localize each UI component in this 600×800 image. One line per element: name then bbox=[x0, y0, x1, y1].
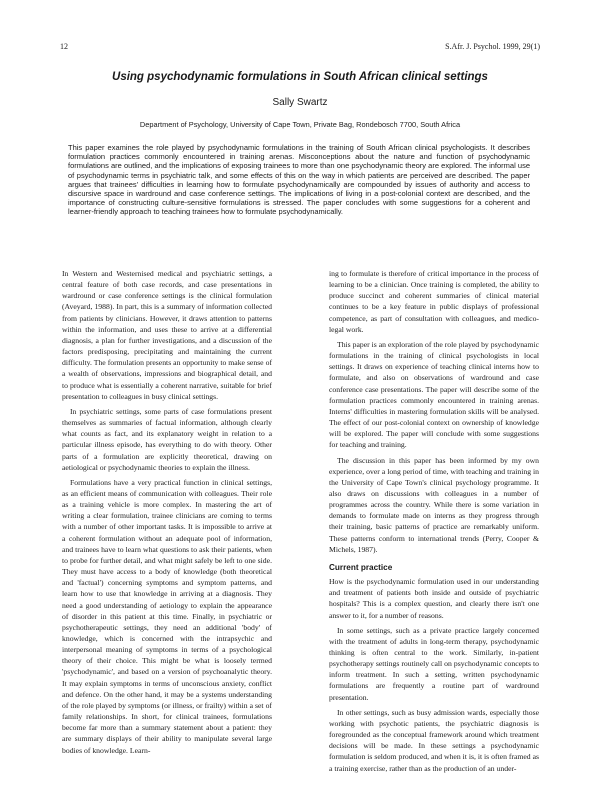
author-affiliation: Department of Psychology, University of Cape Town, Private Bag, Rondebosch 7700, South Africa bbox=[139, 120, 461, 129]
body-paragraph: In other settings, such as busy admission wards, especially those working with psychotic patients, the psychiatric diagnosis is foregrounded as the conceptual framework around which treatment decisions will be made. In these settings a psychodynamic formulation is seldom produced, and when it is, it is often framed as a training exercise, rather than as the production of an under- bbox=[329, 707, 539, 773]
section-heading: Current practice bbox=[329, 562, 393, 572]
abstract: This paper examines the role played by psychodynamic formulations in the training of South African clinical psychologists. It describes formulation practices commonly encountered in training arenas. Misconceptions about the nature and function of psychodynamic formulations are outlined, and the implications of exposing trainees to more than one psychodynamic theory are explored. The informal use of psychodynamic terms in psychiatric talk, and some effects of this on the way in which patients are perceived are described. The paper argues that trainees' difficulties in learning how to formulate psychodynamically are compounded by issues of authority and access to discursive space in wardround and case conference settings. The implications of living in a post-colonial context are described, and the importance of constructing culture-sensitive formulations is stressed. The paper concludes with some suggestions for a coherent and learner-friendly approach to teaching trainees how to formulate psychodynamically. bbox=[68, 143, 530, 217]
body-paragraph: Formulations have a very practical function in clinical settings, as an efficient means of communication with colleagues. Their role as a training vehicle is more complex. In mastering the art of writing a clear formulation, trainee clinicians are coming to terms with a number of other important tasks. It is impossible to arrive at a coherent formulation without an adequate pool of information, and trainees have to learn what questions to ask their patients, when to probe for further detail, and what might safely be left to one side. They must have access to a body of knowledge (both theoretical and 'factual') concerning symptoms and symptom patterns, and learn how to use that knowledge in arriving at a diagnosis. They need a good understanding of aetiology to explain the appearance of disorder in this patient at this time. Finally, in psychiatric or psychotherapeutic settings, they need an additional 'body' of knowledge, which is concerned with the intrapsychic and interpersonal meaning of symptoms in terms of a psychological theory of their choice. This might be what is loosely termed 'psychodynamic', and based on a version of psychoanalytic theory. It may explain symptoms in terms of unconscious anxiety, conflict and defence. On the other hand, it may be a systems understanding of the role played by symptoms (or illness, or frailty) within a set of family relationships. In short, for clinical trainees, formulations become far more than a summary statement about a patient: they are summary displays of their ability to manipulate several large bodies of knowledge. Learn- bbox=[62, 477, 272, 755]
body-paragraph: ing to formulate is therefore of critical importance in the process of learning to be a clinician. Once training is completed, the ability to produce succinct and coherent summaries of clinical material continues to be a key feature in public displays of professional competence, as part of consultation with colleagues, and medico-legal work. bbox=[329, 269, 539, 334]
body-paragraph: In Western and Westernised medical and psychiatric settings, a central feature of both case records, and case presentations in wardround or case conference settings is the clinical formulation (Aveyard, 1988). In part, this is a summary of information collected from patients by clinicians. However, it draws attention to patterns within the information, and uses these to arrive at a differential diagnosis, a plan for further investigations, and a discussion of the factors predisposing, precipitating and maintaining the current difficulty. The formulation presents an opportunity to make sense of a wealth of observations, impressions and biographical detail, and to produce what is essentially a coherent narrative, suitable for brief presentation to colleagues in busy clinical settings. bbox=[62, 269, 272, 401]
journal-citation: S.Afr. J. Psychol. 1999, 29(1) bbox=[445, 42, 540, 51]
body-paragraph: How is the psychodynamic formulation used in our understanding and treatment of patients both inside and outside of psychiatric hospitals? This is a complex question, and clearly there isn't one answer to it, for a number of reasons. bbox=[329, 577, 539, 620]
page-number: 12 bbox=[60, 42, 68, 51]
left-column bbox=[62, 268, 272, 760]
right-column bbox=[329, 268, 539, 778]
body-paragraph: This paper is an exploration of the role played by psychodynamic formulations in the training of clinical psychologists in local settings. It draws on experience of teaching clinical interns how to formulate, and also on observations of wardround and case conference case presentations. The paper will describe some of the formulation practices commonly encountered in training arenas. Interns' difficulties in mastering formulation skills will be analysed. The effect of our post-colonial context on ownership of knowledge will be explored. The paper will conclude with some suggestions for teaching and training. bbox=[329, 339, 539, 450]
article-title: Using psychodynamic formulations in South African clinical settings bbox=[112, 71, 488, 83]
body-paragraph: In psychiatric settings, some parts of case formulations present themselves as summaries of factual information, although clearly what counts as fact, and its explanatory weight in relation to a particular illness episode, has everything to do with theory. Other parts of a formulation are explicitly theoretical, drawing on aetiological or psychodynamic theories to explain the illness. bbox=[62, 406, 272, 472]
body-paragraph: The discussion in this paper has been informed by my own experience, over a long period of time, with teaching and training in the University of Cape Town's clinical psychology programme. It also draws on discussions with colleagues in a number of programmes across the country. While there is some variation in demands to formulate made on interns as they progress through their training, basic patterns of practice are remarkably uniform. These patterns conform to international trends (Perry, Cooper & Michels, 1987). bbox=[329, 455, 539, 554]
running-head bbox=[60, 42, 540, 51]
body-paragraph: In some settings, such as a private practice largely concerned with the treatment of adults in long-term therapy, psychodynamic thinking is often central to the work. Similarly, in-patient psychotherapy settings routinely call on psychodynamic concepts to inform treatment. In such a setting, written psychodynamic formulations are frequently a routine part of wardround presentation. bbox=[329, 625, 539, 702]
author-name: Sally Swartz bbox=[272, 97, 328, 108]
